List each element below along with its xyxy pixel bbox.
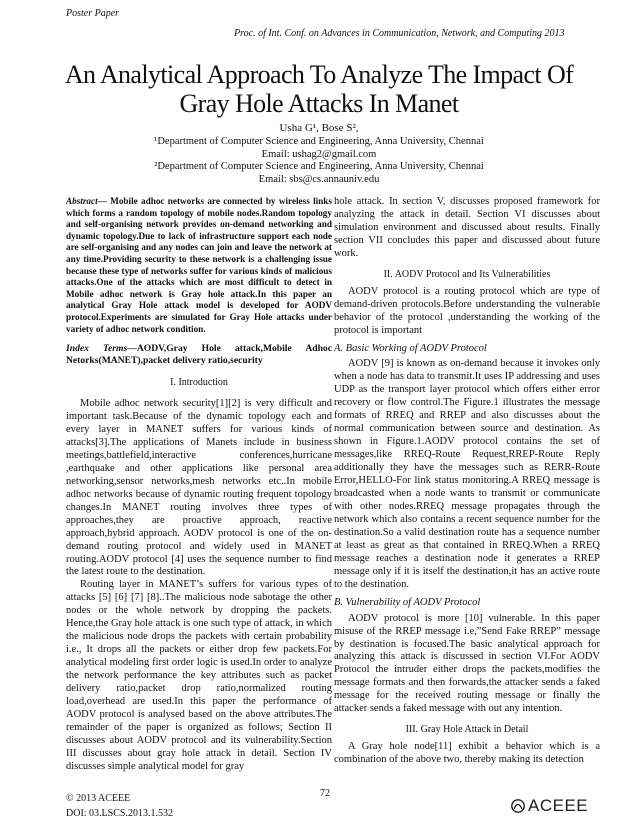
section-heading-aodv: II. AODV Protocol and Its Vulnerabilities	[383, 268, 551, 280]
intro-paragraph-2: Routing layer in MANET’s suffers for various types of attacks [5] [6] [7] [8]..The malicious node sabotage the other nodes or the whole network by dropping the packets. Hence,the Gray hole attack is one such type of attack, in which the malicious node drops the packets with certain probability i.e., It drops all the packets or either drop few packets.For analytical modeling first order logic is used.In order to analyze the network performance the key attributes such as packet delivery ratio,packet drop ratio,normalized routing load,overhead are used.In this paper the performance of AODV protocol is analysed based on the above attributes.The remainder of the paper is organized as follows; Section II discusses about AODV protocol and its vulnerability.Section III discusses about gray hole attack in detail. Section IV discusses simple analytical model for gray	[66, 579, 332, 772]
subsection-heading-vulnerability: B. Vulnerability of AODV Protocol	[334, 596, 481, 608]
logo-mark-icon	[511, 799, 525, 813]
basic-working-paragraph: AODV [9] is known as on-demand because it invokes only when a node has data to transmit.It uses IP addressing and uses UDP as the transport layer protocol which offers either error recovery or flow control.The Figure.1 illustrates the message formats of RREQ and RREP and also discusses about the normal communication between source and destination. As shown in Figure.1.AODV protocol contains the set of messages,like RREQ-Route Request,RREP-Route Reply additionally they have the messages such as RERR-Route Error,HELLO-For link status monitoring.A RREQ message is broadcasted when a node wants to transmit or communicate with other nodes.RREQ message propagates through the network which also contains a recent sequence number for the destination.So a valid destination route has a sequence number at least as great as that contained in RREQ.When a RREQ message reaches a destination node it generates a RREP message only if it is itself the destination,it has an active route to the destination.	[334, 358, 600, 590]
abstract-text: Mobile adhoc networks are connected by wireless links which forms a random topology of mobile nodes.Random topology and self-organising network provides on-demand networking and dynamic topology.Due to lack of infrastructure support each node are self-organising and any nodes can join and leave the network at any time.Providing security to these network is a challenging issue because these type of networks suffer for various kinds of malicious attacks.One of the attacks which are most difficult to detect in Mobile adhoc network is Gray hole attack.In this paper an analytical Gray Hole attack model is developed for AODV protocol.Experiments are simulated for Gray Hole attacks under variety of adhoc network condition.	[66, 196, 332, 334]
paper-title	[40, 60, 598, 118]
abstract	[66, 196, 332, 335]
index-terms	[66, 343, 332, 367]
left-column	[66, 196, 332, 774]
logo-text: ACEEE	[528, 796, 589, 815]
intro-paragraph-continued: hole attack. In section V, discusses proposed framework for analyzing the attack in detail. Section VI discusses about simulation environment and discussed about results. Finally section VII concludes this paper and discussed about future work.	[334, 196, 600, 259]
index-terms-label: Index Terms	[66, 343, 128, 355]
affiliation-1: ¹Department of Computer Science and Engineering, Anna University, Chennai	[154, 136, 484, 147]
running-header-conference: Proc. of Int. Conf. on Advances in Communication, Network, and Computing 2013	[234, 28, 565, 39]
abstract-label: Abstract—	[66, 196, 107, 206]
authors: Usha G¹, Bose S²,	[279, 122, 359, 134]
section-heading-introduction: I. Introduction	[170, 377, 228, 389]
doi: DOI: 03.LSCS.2013.1.532	[66, 808, 173, 819]
vulnerability-paragraph: AODV protocol is more [10] vulnerable. In this paper misuse of the RREP message i.e,”Send Fake RREP” message by destination is focused.The basic analytical approach for analyzing this attack is discussed in section VI.For AODV Protocol the intruder either drops the packets,modifies the message formats and then forwards,the attacker sends a faked message for the received routing message or finally the attacker sends a faked message with out any intention.	[334, 612, 600, 715]
affiliations	[0, 136, 638, 186]
intro-paragraph-1: Mobile adhoc network security[1][2] is very difficult and important task.Because of the dynamic topology each and every layer in MANET suffers for various kinds of attacks[3].The applications of Manets include in business meetings,battlefield,interactive conferences,hurricane ,earthquake and other applications like personal area networking,sensor networks,mesh networks etc..In mobile adhoc networks because of dynamic routing frequent topology changes.In MANET routing involves three types of approaches,they are proactive approach, reactive approach,hybrid approach. AODV protocol is one of the on-demand routing protocol and widely used in MANET routing.AODV protocol [4] uses the sequence number to find the latest route to the destination.	[66, 398, 332, 578]
page-number: 72	[320, 788, 330, 799]
email-2: Email: sbs@cs.annauniv.edu	[258, 173, 380, 185]
paper-title-line2: Gray Hole Attacks In Manet	[179, 89, 459, 118]
gray-hole-paragraph: A Gray hole node[11] exhibit a behavior which is a combination of the above two, thereby making its detection	[334, 741, 600, 766]
affiliation-2: ²Department of Computer Science and Engineering, Anna University, Chennai	[154, 161, 484, 172]
publisher-logo	[511, 796, 588, 816]
aodv-paragraph: AODV protocol is a routing protocol which are type of demand-driven protocols.Before understanding the vulnerable behavior of the protocol ,understanding the working of the protocol is important	[334, 285, 600, 336]
running-header-left: Poster Paper	[66, 8, 120, 19]
section-heading-gray-hole: III. Gray Hole Attack in Detail	[405, 724, 529, 736]
subsection-heading-basic-working: A. Basic Working of AODV Protocol	[334, 342, 487, 354]
paper-title-line1: An Analytical Approach To Analyze The Impact Of	[64, 60, 574, 89]
index-terms-text: —AODV,Gray Hole attack,Mobile Adhoc Netorks(MANET),packet delivery ratio,security	[66, 343, 332, 367]
right-column	[334, 196, 600, 767]
copyright-notice: © 2013 ACEEE	[66, 793, 131, 804]
email-1: Email: ushag2@gmail.com	[261, 148, 377, 160]
